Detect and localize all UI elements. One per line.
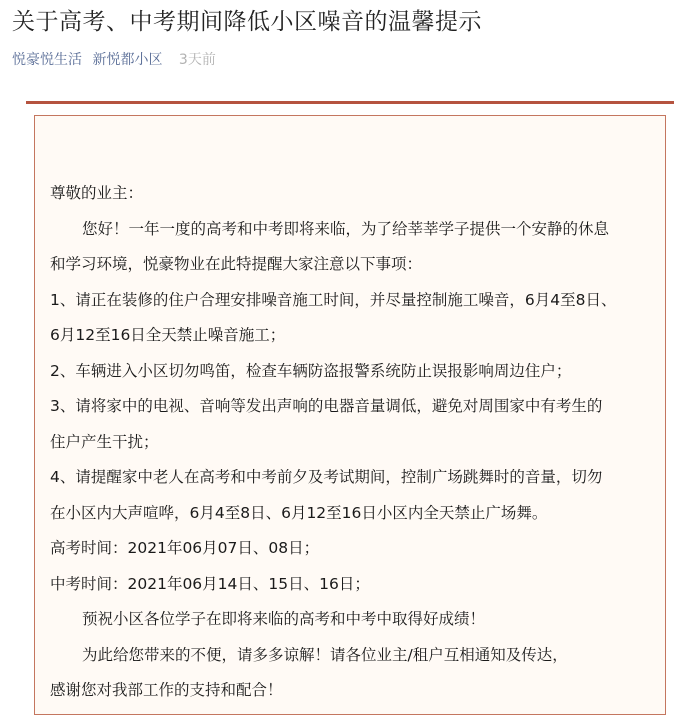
article-title: 关于高考、中考期间降低小区噪音的温馨提示 <box>12 9 482 35</box>
notice-thanks: 感谢您对我部工作的支持和配合！ <box>50 681 283 699</box>
notice-item-2: 2、车辆进入小区切勿鸣笛，检查车辆防盗报警系统防止误报影响周边住户； <box>50 361 572 380</box>
notice-item-1: 1、请正在装修的住户合理安排噪音施工时间，并尽量控制施工噪音，6月4至8日、 <box>50 290 617 309</box>
publish-time: 3天前 <box>178 52 216 68</box>
zhongkao-time: 中考时间：2021年06月14日、15日、16日； <box>50 574 370 593</box>
notice-intro-line: 您好！一年一度的高考和中考即将来临，为了给莘莘学子提供一个安静的休息 <box>82 219 610 238</box>
account-link-xinyuedu[interactable]: 新悦都小区 <box>92 52 163 68</box>
gaokao-time: 高考时间：2021年06月07日、08日； <box>50 539 320 557</box>
notice-greeting: 尊敬的业主： <box>50 184 144 202</box>
notice-apology: 为此给您带来的不便，请多多谅解！请各位业主/租户互相通知及传达， <box>82 645 568 664</box>
notice-item-3: 3、请将家中的电视、音响等发出声响的电器音量调低，避免对周围家中有考生的 <box>50 397 603 415</box>
notice-item-4: 4、请提醒家中老人在高考和中考前夕及考试期间，控制广场跳舞时的音量，切勿 <box>50 468 603 486</box>
notice-item-3-cont: 住户产生干扰； <box>50 432 159 451</box>
notice-item-4-cont: 在小区内大声喧哗，6月4至8日、6月12至16日小区内全天禁止广场舞。 <box>50 503 548 522</box>
decorative-rule <box>26 101 674 104</box>
article-meta <box>12 50 216 70</box>
notice-wish: 预祝小区各位学子在即将来临的高考和中考中取得好成绩！ <box>82 610 486 628</box>
account-link-yuehao[interactable]: 悦豪悦生活 <box>12 52 82 68</box>
notice-item-1-cont: 6月12至16日全天禁止噪音施工； <box>50 326 286 344</box>
notice-content <box>50 176 660 709</box>
notice-intro-line: 和学习环境，悦豪物业在此特提醒大家注意以下事项： <box>50 255 423 273</box>
